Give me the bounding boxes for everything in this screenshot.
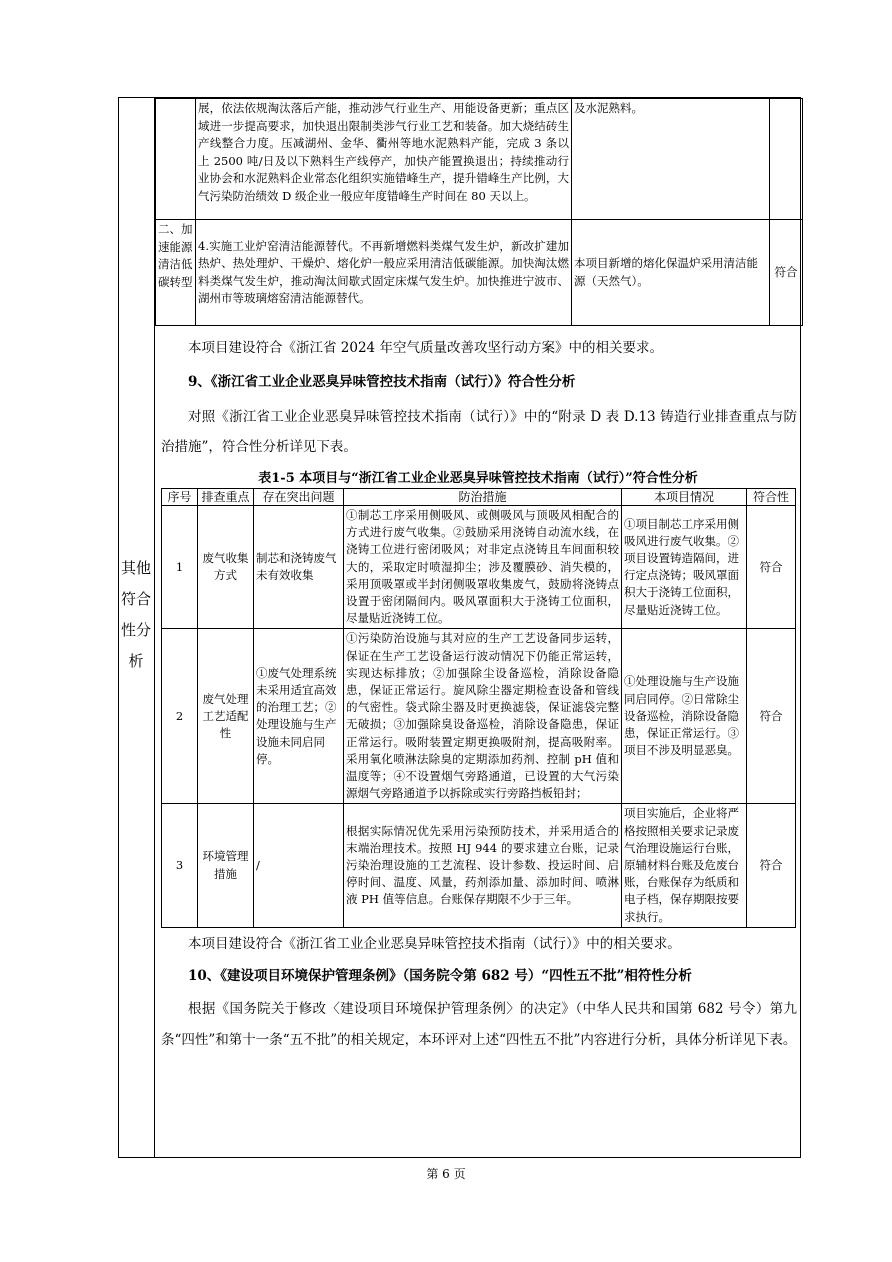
section-sidebar bbox=[119, 98, 155, 1157]
header-cell: 防治措施 bbox=[344, 489, 622, 506]
situation-cell: 及水泥熟料。 bbox=[572, 99, 770, 220]
measures-cell: ①制芯工序采用侧吸风、或侧吸风与顶吸风相配合的方式进行废气收集。②鼓励采用浇铸自动流水线，在浇铸工位进行密闭吸风；对非定点浇铸且车间面积较大的，采取定时喷湿抑尘；涉及覆膜砂、消失模的，采用顶吸罩或半封闭侧吸罩收集废气，鼓励将浇铸点设置于密闭隔间内。吸风罩面积大于浇铸工位面积，尽量贴近浇铸工位。 bbox=[344, 506, 622, 629]
measures-cell: 根据实际情况优先采用污染预防技术，并采用适合的末端治理技术。按照 HJ 944 的要求建立台账，记录污染治理设施的工艺流程、设计参数、投运时间、启停时间、温度、风量，药剂添加量、添加时间、喷淋液 PH 值等信息。台账保存期限不少于三年。 bbox=[344, 804, 622, 927]
intro-paragraph: 对照《浙江省工业企业恶臭异味管控技术指南（试行）》中的“附录 D 表 D.13 铸造行业排查重点与防治措施”，符合性分析详见下表。 bbox=[161, 409, 797, 455]
problem-cell: 制芯和浇铸废气未有效收集 bbox=[254, 506, 344, 629]
header-cell: 符合性 bbox=[747, 489, 796, 506]
table-row bbox=[162, 804, 796, 927]
row-number: 1 bbox=[162, 506, 198, 629]
page-frame bbox=[118, 97, 801, 1158]
header-cell: 本项目情况 bbox=[622, 489, 747, 506]
result-cell: 符合 bbox=[747, 506, 796, 629]
table-row bbox=[156, 220, 803, 326]
table-row bbox=[162, 506, 796, 629]
section-heading-9: 9、《浙江省工业企业恶臭异味管控技术指南（试行）》符合性分析 bbox=[188, 374, 576, 390]
category-cell: 二、加速能源清洁低碳转型 bbox=[156, 220, 196, 326]
analysis-paragraph: 根据《国务院关于修改〈建设项目环境保护管理条例〉的决定》（中华人民共和国第 682 号令）第九条“四性”和第十一条“五不批”的相关规定，本环评对上述“四性五不批”内容进行分析，具体分析详见下表。 bbox=[161, 1001, 797, 1048]
situation-cell: ①处理设施与生产设施同启同停。②日常除尘设备巡检，消除设备隐患，保证正常运行。③项目不涉及明显恶臭。 bbox=[622, 629, 747, 804]
situation-cell: 项目实施后，企业将严格按照相关要求记录废气治理设施运行台账，原辅材料台账及危废台账，台账保存为纸质和电子档，保存期限按要求执行。 bbox=[622, 804, 747, 927]
category-cell bbox=[156, 99, 196, 220]
table-row bbox=[162, 629, 796, 804]
situation-cell: 本项目新增的熔化保温炉采用清洁能源（天然气）。 bbox=[572, 220, 770, 326]
header-cell: 序号 bbox=[162, 489, 198, 506]
result-cell: 符合 bbox=[747, 629, 796, 804]
header-cell: 存在突出问题 bbox=[254, 489, 344, 506]
check-focus: 环境管理措施 bbox=[198, 804, 254, 927]
measure-cell: 展，依法依规淘汰落后产能，推动涉气行业生产、用能设备更新；重点区域进一步提高要求，加快退出限制类涉气行业工艺和装备。加大烧结砖生产线整合力度。压减湖州、金华、衢州等地水泥熟料产能，完成 3 条以上 2500 吨/日及以下熟料生产线停产，加快产能置换退出；持续推动行业协会和水泥熟料企业常态化组织实施错峰生产，提升错峰生产比例，大气污染防治绩效 D 级企业一般应年度错峰生产时间在 80 天以上。 bbox=[196, 99, 572, 220]
sidebar-label: 其他符合性分析 bbox=[120, 559, 151, 670]
row-number: 3 bbox=[162, 804, 198, 927]
table-caption: 表1-5 本项目与“浙江省工业企业恶臭异味管控技术指南（试行）”符合性分析 bbox=[258, 471, 698, 486]
row-number: 2 bbox=[162, 629, 198, 804]
table-row bbox=[156, 99, 803, 220]
measures-cell: ①污染防治设施与其对应的生产工艺设备同步运转，保证在生产工艺设备运行波动情况下仍能正常运转，实现达标排放；②加强除尘设备巡检，消除设备隐患，保证正常运行。旋风除尘器定期检查设备和管线的气密性。袋式除尘器及时更换滤袋，保证滤袋完整无破损；③加强除臭设备巡检，消除设备隐患，保证正常运行。吸附装置定期更换吸附剂，提高吸附率。采用氧化喷淋法除臭的定期添加药剂、控制 pH 值和温度等；④不设置烟气旁路通道，已设置的大气污染源烟气旁路通道予以拆除或实行旁路挡板铅封； bbox=[344, 629, 622, 804]
result-cell: 符合 bbox=[770, 220, 803, 326]
continued-policy-table bbox=[155, 98, 803, 326]
odor-control-table bbox=[161, 488, 796, 928]
measure-cell: 4.实施工业炉窑清洁能源替代。不再新增燃料类煤气发生炉，新改扩建加热炉、热处理炉、干燥炉、熔化炉一般应采用清洁低碳能源。加快淘汰燃料类煤气发生炉，推动淘汰间歇式固定床煤气发生炉。加快推进宁波市、湖州市等玻璃熔窑清洁能源替代。 bbox=[196, 220, 572, 326]
result-cell bbox=[770, 99, 803, 220]
section-heading-10: 10、《建设项目环境保护管理条例》（国务院令第 682 号）“四性五不批”相符性分析 bbox=[188, 968, 692, 984]
result-cell: 符合 bbox=[747, 804, 796, 927]
check-focus: 废气处理工艺适配性 bbox=[198, 629, 254, 804]
problem-cell: / bbox=[254, 804, 344, 927]
problem-cell: ①废气处理系统未采用适宜高效的治理工艺；②处理设施与生产设施未同启同停。 bbox=[254, 629, 344, 804]
situation-cell: ①项目制芯工序采用侧吸风进行废气收集。②项目设置铸造隔间，进行定点浇铸；吸风罩面积大于浇铸工位面积，尽量贴近浇铸工位。 bbox=[622, 506, 747, 629]
compliance-paragraph: 本项目建设符合《浙江省工业企业恶臭异味管控技术指南（试行）》中的相关要求。 bbox=[188, 936, 681, 952]
page-number: 第 6 页 bbox=[426, 1167, 466, 1181]
compliance-paragraph: 本项目建设符合《浙江省 2024 年空气质量改善攻坚行动方案》中的相关要求。 bbox=[188, 340, 663, 356]
table-header-row bbox=[162, 489, 796, 506]
header-cell: 排查重点 bbox=[198, 489, 254, 506]
check-focus: 废气收集方式 bbox=[198, 506, 254, 629]
